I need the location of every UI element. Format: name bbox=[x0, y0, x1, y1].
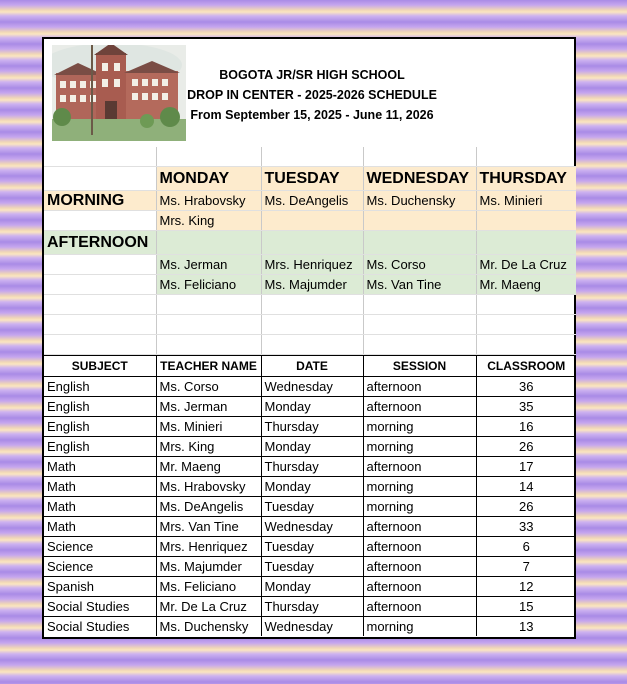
school-building-image bbox=[52, 45, 186, 141]
table-cell: 6 bbox=[476, 537, 576, 557]
col-header: DATE bbox=[261, 356, 363, 377]
col-header: SESSION bbox=[363, 356, 476, 377]
schedule-subtitle: DROP IN CENTER - 2025-2026 SCHEDULE bbox=[187, 88, 437, 102]
table-cell: 14 bbox=[476, 477, 576, 497]
table-row bbox=[44, 537, 576, 557]
table-row bbox=[44, 577, 576, 597]
table-cell: Ms. Jerman bbox=[156, 397, 261, 417]
table-row bbox=[44, 477, 576, 497]
table-cell: Monday bbox=[261, 577, 363, 597]
table-cell: English bbox=[44, 397, 156, 417]
table-cell: Tuesday bbox=[261, 497, 363, 517]
table-cell: 15 bbox=[476, 597, 576, 617]
afternoon-label: AFTERNOON bbox=[44, 231, 156, 255]
table-cell: afternoon bbox=[363, 557, 476, 577]
table-cell: Ms. Hrabovsky bbox=[156, 477, 261, 497]
table-cell: 33 bbox=[476, 517, 576, 537]
morning-cell bbox=[261, 211, 363, 231]
table-cell: Ms. Majumder bbox=[156, 557, 261, 577]
table-cell: English bbox=[44, 437, 156, 457]
table-cell: Mr. De La Cruz bbox=[156, 597, 261, 617]
table-cell: Ms. Corso bbox=[156, 377, 261, 397]
morning-cell: Mrs. King bbox=[156, 211, 261, 231]
table-cell: 26 bbox=[476, 497, 576, 517]
afternoon-cell: Ms. Feliciano bbox=[156, 275, 261, 295]
table-cell: Thursday bbox=[261, 597, 363, 617]
morning-label: MORNING bbox=[44, 191, 156, 211]
table-cell: Science bbox=[44, 557, 156, 577]
table-row bbox=[44, 517, 576, 537]
table-row bbox=[44, 597, 576, 617]
table-cell: 26 bbox=[476, 437, 576, 457]
afternoon-row-2 bbox=[44, 275, 576, 295]
table-cell: Spanish bbox=[44, 577, 156, 597]
table-cell: morning bbox=[363, 477, 476, 497]
table-row bbox=[44, 557, 576, 577]
table-cell: Monday bbox=[261, 477, 363, 497]
table-cell: English bbox=[44, 417, 156, 437]
table-cell: afternoon bbox=[363, 377, 476, 397]
day-wednesday: WEDNESDAY bbox=[363, 167, 476, 191]
col-header: CLASSROOM bbox=[476, 356, 576, 377]
table-cell: 13 bbox=[476, 617, 576, 637]
morning-cell bbox=[363, 211, 476, 231]
table-cell: Math bbox=[44, 457, 156, 477]
afternoon-cell: Mr. De La Cruz bbox=[476, 255, 576, 275]
schedule-dates: From September 15, 2025 - June 11, 2026 bbox=[190, 108, 434, 122]
table-cell: Thursday bbox=[261, 417, 363, 437]
morning-row-2 bbox=[44, 211, 576, 231]
table-cell: 17 bbox=[476, 457, 576, 477]
table-cell: Wednesday bbox=[261, 377, 363, 397]
table-cell: afternoon bbox=[363, 517, 476, 537]
table-cell: afternoon bbox=[363, 577, 476, 597]
table-cell: 7 bbox=[476, 557, 576, 577]
table-cell: Ms. Feliciano bbox=[156, 577, 261, 597]
morning-cell: Ms. Minieri bbox=[476, 191, 576, 211]
header-titles bbox=[184, 65, 440, 125]
col-header: SUBJECT bbox=[44, 356, 156, 377]
table-cell: Wednesday bbox=[261, 517, 363, 537]
table-cell: Ms. Duchensky bbox=[156, 617, 261, 637]
spacer-row bbox=[44, 147, 576, 167]
afternoon-row-1 bbox=[44, 255, 576, 275]
sheet-header bbox=[44, 39, 574, 147]
table-cell: 36 bbox=[476, 377, 576, 397]
table-row bbox=[44, 377, 576, 397]
table-cell: Thursday bbox=[261, 457, 363, 477]
table-row bbox=[44, 497, 576, 517]
table-cell: Mrs. Van Tine bbox=[156, 517, 261, 537]
spacer-row bbox=[44, 295, 576, 315]
table-cell: Math bbox=[44, 517, 156, 537]
afternoon-cell: Ms. Van Tine bbox=[363, 275, 476, 295]
table-cell: afternoon bbox=[363, 397, 476, 417]
table-cell: Tuesday bbox=[261, 557, 363, 577]
table-cell: Mrs. Henriquez bbox=[156, 537, 261, 557]
table-cell: 35 bbox=[476, 397, 576, 417]
table-cell: Social Studies bbox=[44, 617, 156, 637]
schedule-sheet bbox=[42, 37, 576, 639]
table-cell: Math bbox=[44, 497, 156, 517]
table-cell: Mrs. King bbox=[156, 437, 261, 457]
afternoon-cell: Ms. Majumder bbox=[261, 275, 363, 295]
afternoon-cell: Ms. Jerman bbox=[156, 255, 261, 275]
table-cell: Monday bbox=[261, 397, 363, 417]
subject-rows bbox=[44, 377, 576, 637]
table-cell: afternoon bbox=[363, 457, 476, 477]
school-name: BOGOTA JR/SR HIGH SCHOOL bbox=[219, 68, 405, 82]
table-cell: 16 bbox=[476, 417, 576, 437]
spacer-row bbox=[44, 315, 576, 335]
day-monday: MONDAY bbox=[156, 167, 261, 191]
table-cell: English bbox=[44, 377, 156, 397]
table-cell: Wednesday bbox=[261, 617, 363, 637]
table-cell: Science bbox=[44, 537, 156, 557]
table-cell: morning bbox=[363, 497, 476, 517]
table-cell: Social Studies bbox=[44, 597, 156, 617]
table-cell: morning bbox=[363, 617, 476, 637]
morning-cell bbox=[476, 211, 576, 231]
table-cell: afternoon bbox=[363, 597, 476, 617]
table-row bbox=[44, 457, 576, 477]
table-cell: Tuesday bbox=[261, 537, 363, 557]
table-cell: 12 bbox=[476, 577, 576, 597]
morning-row-1 bbox=[44, 191, 576, 211]
table-cell: afternoon bbox=[363, 537, 476, 557]
table-cell: Mr. Maeng bbox=[156, 457, 261, 477]
subject-table bbox=[44, 355, 576, 636]
afternoon-cell: Ms. Corso bbox=[363, 255, 476, 275]
afternoon-cell: Mr. Maeng bbox=[476, 275, 576, 295]
table-row bbox=[44, 417, 576, 437]
table-cell: morning bbox=[363, 417, 476, 437]
table-row bbox=[44, 437, 576, 457]
morning-cell: Ms. Hrabovsky bbox=[156, 191, 261, 211]
col-header: TEACHER NAME bbox=[156, 356, 261, 377]
day-thursday: THURSDAY bbox=[476, 167, 576, 191]
morning-cell: Ms. Duchensky bbox=[363, 191, 476, 211]
table-cell: Ms. Minieri bbox=[156, 417, 261, 437]
morning-cell: Ms. DeAngelis bbox=[261, 191, 363, 211]
table-cell: Ms. DeAngelis bbox=[156, 497, 261, 517]
subject-table-header bbox=[44, 356, 576, 377]
table-cell: Math bbox=[44, 477, 156, 497]
day-header-row bbox=[44, 167, 576, 191]
table-cell: Monday bbox=[261, 437, 363, 457]
day-tuesday: TUESDAY bbox=[261, 167, 363, 191]
afternoon-label-row bbox=[44, 231, 576, 255]
table-row bbox=[44, 617, 576, 637]
spacer-row bbox=[44, 335, 576, 355]
table-cell: morning bbox=[363, 437, 476, 457]
weekly-schedule-table bbox=[44, 147, 576, 355]
afternoon-cell: Mrs. Henriquez bbox=[261, 255, 363, 275]
table-row bbox=[44, 397, 576, 417]
